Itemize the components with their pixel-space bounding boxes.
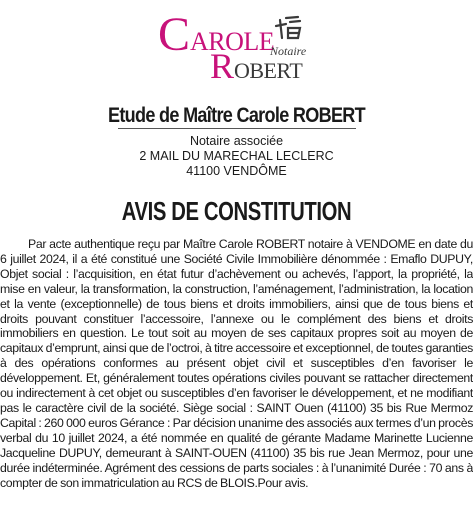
logo-notaire-text: Notaire <box>270 44 307 58</box>
calligraphy-emblem-icon <box>276 17 300 38</box>
logo-graphic <box>0 4 473 84</box>
logo-letter-r: R <box>210 46 235 84</box>
address-line-city: 41100 VENDÔME <box>186 164 287 178</box>
notice-body: Par acte authentique reçu par Maître Carole ROBERT notaire à VENDOME en date du 6 juillet 2024, il a été constitué une Société Civile Immobilière dénommée : Emaflo DUPUY, Objet social : l’acquisition, en état futur d’achèvement ou achevés, l’apport, la propriété, la mise en valeur, la transformation, la construction, l’aménagement, l’administration, la location et la vente (exceptionnelle) de tous biens et droits immobiliers, ainsi que de tous biens et droits pouvant constituer l’accessoire, l’annexe ou le complément des biens et droits immobiliers en question. Le tout soit au moyen de ses capitaux propres soit au moyen de capitaux d’emprunt, ainsi que de l’octroi, à titre accessoire et exceptionnel, de toutes garanties à des opérations conformes au présent objet civil et susceptibles d’en favoriser le développement. Et, généralement toutes opérations civiles pouvant se rattacher directement ou indirectement à cet objet ou susceptibles d’en favoriser le développement, et ne modifiant pas le caractère civil de la société. Siège social : SAINT Ouen (41100) 35 bis Rue Mermoz Capital : 260 000 euros Gérance : Par décision unanime des associés aux termes d’un procès verbal du 10 juillet 2024, a été nommée en qualité de gérante Madame Marinette Lucienne Jacqueline DUPUY, demeurant à SAINT-OUEN (41100) 35 bis rue Jean Mermoz, pour une durée indéterminée. Agrément des cessions de parts sociales : à l’unanimité Durée : 70 ans à compter de son immatriculation au RCS de BLOIS.Pour avis. <box>0 237 473 490</box>
logo-letter-c: C <box>158 8 191 61</box>
logo-carole-text: AROLE <box>190 27 275 56</box>
address-line-role: Notaire associée <box>189 134 284 148</box>
notice-title: AVIS DE CONSTITUTION <box>121 196 352 226</box>
office-address <box>0 134 473 179</box>
address-line-street: 2 MAIL DU MARECHAL LECLERC <box>139 149 334 163</box>
office-title: Etude de Maître Carole ROBERT <box>107 104 366 127</box>
logo-robert-text: OBERT <box>234 58 303 83</box>
notary-logo <box>0 4 473 84</box>
title-divider <box>118 128 356 129</box>
